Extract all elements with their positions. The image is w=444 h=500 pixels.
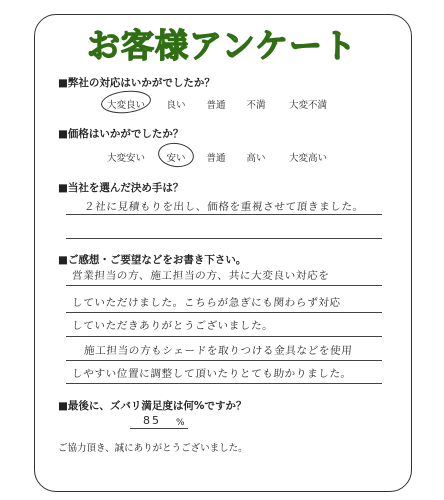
satisfaction-unit: % [176, 418, 185, 428]
question-price: ■価格はいかがでしたか？ [58, 128, 184, 140]
option-service-poor[interactable]: 不満 [246, 100, 266, 111]
option-service-normal[interactable]: 普通 [206, 100, 226, 111]
option-price-expensive[interactable]: 高い [246, 153, 266, 164]
question-satisfaction: ■最後に、ズバリ満足度は何%ですか？ [58, 400, 247, 412]
answer-line [66, 336, 382, 337]
comment-line-5: しやすい位置に調整して頂いたりとても助かりました。 [71, 368, 353, 380]
survey-title: お客様アンケート [86, 26, 358, 65]
comment-line-4: 施工担当の方もシェードを取りつける金具などを使用 [83, 345, 353, 357]
answer-line [66, 360, 382, 361]
option-price-cheap[interactable]: 安い [166, 153, 186, 164]
option-service-very-poor[interactable]: 大変不満 [288, 100, 328, 111]
answer-line [66, 312, 382, 313]
option-price-very-expensive[interactable]: 大変高い [288, 153, 328, 164]
comment-line-3: していただきありがとうございました。 [71, 320, 274, 332]
question-deciding-factor: ■当社を選んだ決め手は？ [58, 182, 184, 194]
question-service: ■弊社の対応はいかがでしたか？ [58, 77, 215, 89]
option-price-normal[interactable]: 普通 [206, 153, 226, 164]
answer-line [66, 214, 382, 215]
option-price-very-cheap[interactable]: 大変安い [106, 153, 146, 164]
option-service-good[interactable]: 良い [166, 100, 186, 111]
option-service-very-good[interactable]: 大変良い [106, 100, 146, 111]
thank-you-note: ご協力頂き、誠にありがとうございました。 [58, 443, 248, 454]
question-comments: ■ご感想・ご要望などをお書き下さい。 [58, 254, 247, 266]
answer-line [66, 285, 382, 286]
deciding-factor-answer: ２社に見積もりを出し、価格を重視させて頂きました。 [83, 201, 365, 213]
comment-line-2: していただけました。こちらが急ぎにも関わらず対応 [71, 297, 342, 309]
answer-line [66, 383, 382, 384]
comment-line-1: 営業担当の方、施工担当の方、共に大変良い対応を [71, 270, 330, 282]
satisfaction-line [130, 428, 188, 429]
satisfaction-value: 85 [143, 414, 161, 427]
answer-line [66, 238, 382, 239]
